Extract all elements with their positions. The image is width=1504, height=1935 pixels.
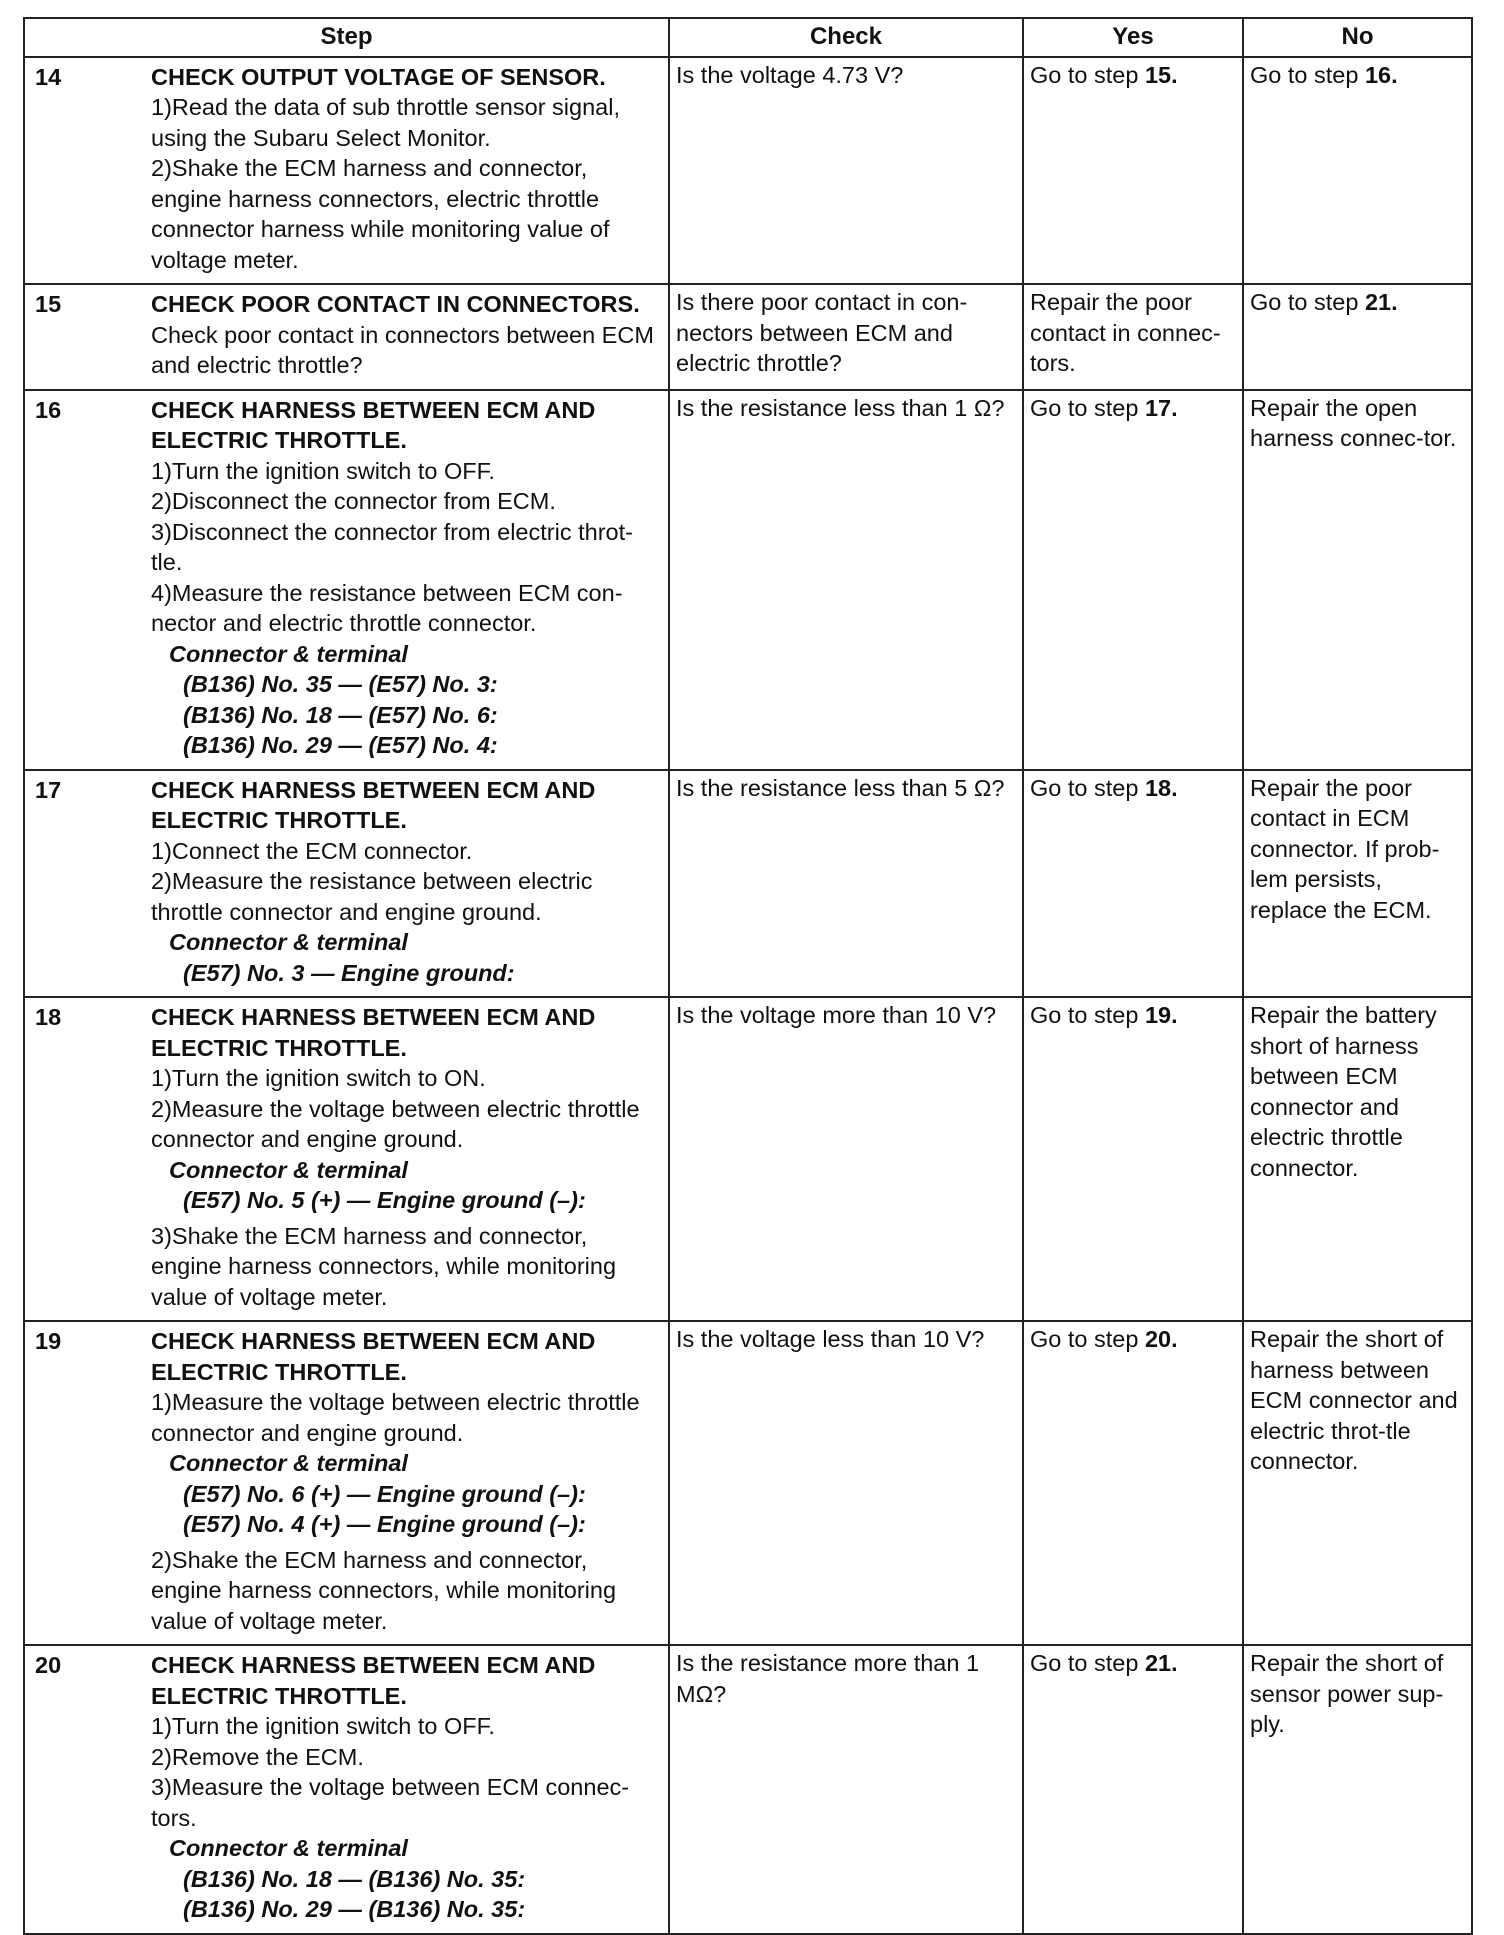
header-no: No: [1243, 18, 1472, 57]
yes-cell: [1023, 997, 1243, 1321]
step-instruction: 1)Measure the voltage between electric throttle connector and engine ground.: [151, 1389, 640, 1446]
yes-cell: [1023, 390, 1243, 770]
step-number: 19: [35, 1328, 62, 1354]
header-step: Step: [24, 18, 669, 57]
table-row: [24, 1645, 1472, 1934]
step-cell: [24, 1321, 669, 1645]
check-cell: [669, 770, 1023, 998]
connector-heading: Connector & terminal: [169, 640, 408, 667]
connector-heading: Connector & terminal: [169, 1450, 408, 1476]
step-cell: [24, 284, 669, 390]
step-content: [31, 60, 662, 280]
connector-heading: Connector & terminal: [169, 1156, 408, 1183]
yes-step-ref: 20.: [1144, 1326, 1178, 1352]
yes-text: Go to step: [1030, 1002, 1145, 1028]
step-instruction: 2)Disconnect the connector from ECM.: [151, 488, 556, 514]
no-text: Repair the battery short of harness between ECM connector and electric throttle connector.: [1250, 1002, 1437, 1181]
step-body: [151, 287, 662, 385]
step-cell: [24, 770, 669, 998]
check-question: Is the voltage less than 10 V?: [676, 1326, 985, 1352]
step-content: [31, 287, 662, 385]
step-cell: [24, 390, 669, 770]
connector-terminal: (B136) No. 18 — (B136) No. 35:: [183, 1865, 526, 1892]
check-question: Is the resistance less than 1 Ω?: [676, 394, 1005, 421]
step-instruction: 1)Read the data of sub throttle sensor signal, using the Subaru Select Monitor.: [151, 94, 620, 151]
step-instruction: 2)Shake the ECM harness and connector, engine harness connectors, electric throttle connector harness while monitoring value of voltage meter.: [151, 155, 610, 273]
connector-terminal: (E57) No. 3 — Engine ground:: [183, 959, 515, 986]
check-question: Is the resistance more than 1 MΩ?: [676, 1650, 980, 1707]
step-title: CHECK OUTPUT VOLTAGE OF SENSOR.: [151, 63, 606, 90]
check-cell: [669, 1321, 1023, 1645]
step-body: [151, 1000, 662, 1316]
connector-terminal: (E57) No. 5 (+) — Engine ground (–):: [183, 1187, 586, 1213]
step-number: 18: [35, 1004, 62, 1030]
no-text: Repair the short of sensor power sup-ply.: [1250, 1650, 1444, 1737]
check-question: Is there poor contact in con-nectors between ECM and electric throttle?: [676, 289, 968, 376]
step-cell: [24, 1645, 669, 1934]
connector-terminal: (E57) No. 4 (+) — Engine ground (–):: [183, 1511, 586, 1537]
no-text: Repair the open harness connec-tor.: [1250, 394, 1457, 451]
step-title: CHECK HARNESS BETWEEN ECM AND ELECTRIC THROTTLE.: [151, 1004, 596, 1061]
no-cell: [1243, 284, 1472, 390]
step-instruction: 1)Connect the ECM connector.: [151, 837, 473, 864]
yes-text: Repair the poor contact in connec-tors.: [1030, 289, 1221, 376]
table-row: [24, 390, 1472, 770]
connector-terminal: (B136) No. 18 — (E57) No. 6:: [183, 701, 498, 728]
no-text: Repair the short of harness between ECM connector and electric throt-tle connector.: [1250, 1326, 1458, 1474]
table-body: [24, 57, 1472, 1934]
yes-step-ref: 18.: [1144, 774, 1178, 801]
step-instruction: 3)Measure the voltage between ECM connec-tors.: [151, 1774, 630, 1831]
check-cell: [669, 1645, 1023, 1934]
step-body: [151, 1648, 662, 1929]
yes-cell: [1023, 1321, 1243, 1645]
diagnostic-table: [23, 17, 1473, 1935]
yes-cell: [1023, 770, 1243, 998]
yes-cell: [1023, 284, 1243, 390]
no-text: Go to step: [1250, 289, 1365, 315]
yes-step-ref: 17.: [1144, 394, 1178, 421]
yes-step-ref: 21.: [1144, 1650, 1178, 1676]
check-cell: [669, 57, 1023, 285]
yes-cell: [1023, 1645, 1243, 1934]
no-cell: [1243, 57, 1472, 285]
document-page: [23, 17, 1471, 1935]
connector-terminal: (E57) No. 6 (+) — Engine ground (–):: [183, 1480, 586, 1507]
no-cell: [1243, 1321, 1472, 1645]
no-cell: [1243, 1645, 1472, 1934]
check-cell: [669, 390, 1023, 770]
check-question: Is the voltage 4.73 V?: [676, 61, 904, 88]
table-header-row: [24, 18, 1472, 57]
yes-cell: [1023, 57, 1243, 285]
table-row: [24, 1321, 1472, 1645]
step-title: CHECK HARNESS BETWEEN ECM AND ELECTRIC THROTTLE.: [151, 1328, 596, 1385]
step-instruction: 3)Disconnect the connector from electric throt-tle.: [151, 518, 633, 575]
no-cell: [1243, 770, 1472, 998]
yes-text: Go to step: [1030, 394, 1145, 421]
step-number: 14: [35, 63, 62, 90]
yes-text: Go to step: [1030, 774, 1145, 801]
header-yes: Yes: [1023, 18, 1243, 57]
check-question: Is the resistance less than 5 Ω?: [676, 774, 1005, 801]
step-content: [31, 1648, 662, 1929]
step-title: CHECK HARNESS BETWEEN ECM AND ELECTRIC THROTTLE.: [151, 776, 596, 833]
step-title: CHECK HARNESS BETWEEN ECM AND ELECTRIC THROTTLE.: [151, 1652, 596, 1709]
table-row: [24, 57, 1472, 285]
connector-terminal: (B136) No. 29 — (B136) No. 35:: [183, 1896, 526, 1922]
table-row: [24, 284, 1472, 390]
step-body: [151, 1324, 662, 1640]
check-question: Is the voltage more than 10 V?: [676, 1002, 997, 1028]
step-instruction: 4)Measure the resistance between ECM con-nector and electric throttle connector.: [151, 579, 623, 636]
step-instruction: 1)Turn the ignition switch to ON.: [151, 1065, 486, 1091]
step-cell: [24, 997, 669, 1321]
step-instruction: 3)Shake the ECM harness and connector, engine harness connectors, while monitoring value of voltage meter.: [151, 1222, 617, 1310]
step-number: 15: [35, 291, 62, 317]
yes-step-ref: 19.: [1144, 1002, 1178, 1028]
check-cell: [669, 997, 1023, 1321]
step-instruction: 2)Shake the ECM harness and connector, engine harness connectors, while monitoring value of voltage meter.: [151, 1546, 617, 1634]
connector-terminal: (B136) No. 29 — (E57) No. 4:: [183, 732, 498, 758]
step-instruction: Check poor contact in connectors between ECM and electric throttle?: [151, 321, 654, 378]
step-content: [31, 1324, 662, 1640]
connector-heading: Connector & terminal: [169, 1835, 408, 1861]
step-number: 16: [35, 396, 62, 423]
step-instruction: 2)Measure the resistance between electric throttle connector and engine ground.: [151, 868, 593, 925]
step-title: CHECK HARNESS BETWEEN ECM AND ELECTRIC THROTTLE.: [151, 396, 596, 453]
no-text: Go to step: [1250, 61, 1365, 88]
connector-heading: Connector & terminal: [169, 929, 408, 955]
step-body: [151, 60, 662, 280]
step-body: [151, 773, 662, 993]
step-cell: [24, 57, 669, 285]
step-body: [151, 393, 662, 765]
header-check: Check: [669, 18, 1023, 57]
no-cell: [1243, 390, 1472, 770]
step-instruction: 1)Turn the ignition switch to OFF.: [151, 457, 495, 484]
no-text: Repair the poor contact in ECM connector. If prob-lem persists, replace the ECM.: [1250, 774, 1440, 923]
connector-terminal: (B136) No. 35 — (E57) No. 3:: [183, 671, 498, 697]
table-row: [24, 770, 1472, 998]
yes-text: Go to step: [1030, 1650, 1145, 1676]
step-number: 17: [35, 776, 62, 803]
step-instruction: 2)Measure the voltage between electric throttle connector and engine ground.: [151, 1095, 640, 1152]
no-cell: [1243, 997, 1472, 1321]
step-instruction: 2)Remove the ECM.: [151, 1743, 364, 1770]
check-cell: [669, 284, 1023, 390]
yes-step-ref: 15.: [1144, 61, 1178, 88]
table-row: [24, 997, 1472, 1321]
step-title: CHECK POOR CONTACT IN CONNECTORS.: [151, 291, 640, 317]
yes-text: Go to step: [1030, 1326, 1145, 1352]
step-content: [31, 393, 662, 765]
no-step-ref: 16.: [1364, 61, 1398, 88]
step-instruction: 1)Turn the ignition switch to OFF.: [151, 1713, 495, 1739]
step-content: [31, 773, 662, 993]
step-content: [31, 1000, 662, 1316]
step-number: 20: [35, 1652, 62, 1678]
yes-text: Go to step: [1030, 61, 1145, 88]
no-step-ref: 21.: [1364, 289, 1398, 315]
